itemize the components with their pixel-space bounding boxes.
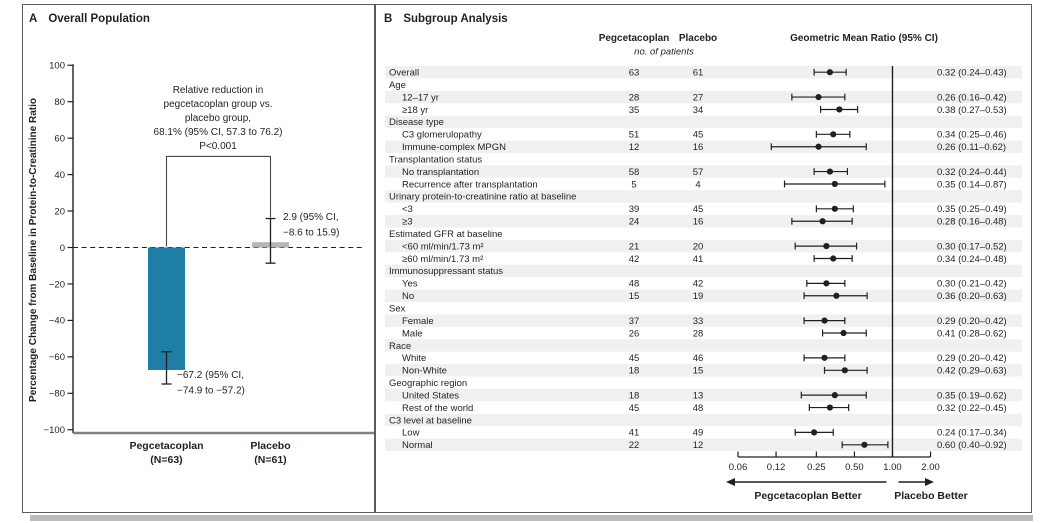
y-tick-label: 0	[59, 242, 65, 254]
pegcetacoplan-n: 22	[628, 440, 640, 452]
placebo-n: 15	[692, 365, 704, 377]
point-estimate	[827, 168, 833, 174]
point-estimate	[830, 131, 836, 137]
ratio-text: 0.30 (0.21–0.42)	[937, 278, 1007, 290]
row-band	[385, 91, 1022, 103]
placebo-n: 42	[692, 278, 704, 290]
x-tick-label: 0.06	[728, 462, 748, 473]
point-estimate	[827, 404, 833, 410]
subgroup-header-label: C3 level at baseline	[389, 415, 472, 427]
placebo-n: 61	[692, 67, 704, 79]
pegcetacoplan-n: 42	[628, 253, 640, 265]
left-arrow-head	[726, 478, 735, 486]
unit-note: no. of patients	[634, 46, 694, 58]
point-estimate	[823, 280, 829, 286]
point-estimate	[821, 355, 827, 361]
point-estimate	[815, 144, 821, 150]
point-estimate	[833, 293, 839, 299]
ratio-text: 0.26 (0.16–0.42)	[937, 92, 1007, 104]
y-tick-label: −40	[48, 315, 65, 327]
pegcetacoplan-n: 39	[628, 204, 640, 216]
subgroup-header-label: Geographic region	[389, 378, 468, 390]
y-axis-title: Percentage Change from Baseline in Protein-to-Creatinine Ratio	[28, 98, 39, 402]
point-estimate	[832, 206, 838, 212]
ratio-text: 0.24 (0.17–0.34)	[937, 427, 1007, 439]
subgroup-row-label: <60 ml/min/1.73 m²	[402, 241, 484, 253]
subgroup-row-label: Non-White	[402, 365, 447, 377]
pegcetacoplan-n: 15	[628, 291, 640, 303]
comparison-bracket	[167, 156, 271, 246]
pegcetacoplan-n: 35	[628, 104, 640, 116]
ratio-text: 0.32 (0.24–0.44)	[937, 166, 1007, 178]
subgroup-forest-plot	[375, 4, 1033, 513]
subgroup-row-label: ≥18 yr	[402, 104, 429, 116]
subgroup-row-label: Rest of the world	[402, 402, 474, 414]
x-tick-label: 0.12	[766, 462, 786, 473]
subgroup-header-label: Transplantation status	[389, 154, 483, 166]
subgroup-row-label: No transplantation	[402, 166, 480, 178]
y-tick-label: −80	[48, 388, 65, 400]
col-header-ratio: Geometric Mean Ratio (95% CI)	[790, 33, 938, 44]
placebo-n: 45	[692, 129, 704, 141]
bar-n-label: (N=61)	[254, 454, 287, 466]
panel-b-title: Subgroup Analysis	[403, 13, 508, 25]
panel-a-letter: A	[29, 13, 38, 25]
subgroup-row-label: Immune-complex MPGN	[402, 142, 506, 154]
bar-category-label: Pegcetacoplan	[129, 440, 204, 452]
panel-divider	[374, 4, 376, 513]
ratio-text: 0.32 (0.24–0.43)	[937, 67, 1007, 79]
point-estimate	[832, 181, 838, 187]
x-tick-label: 1.00	[883, 462, 902, 473]
pegcetacoplan-n: 5	[631, 179, 637, 191]
y-tick-label: 80	[54, 97, 65, 108]
pegcetacoplan-n: 48	[628, 278, 640, 290]
pegcetacoplan-n: 26	[628, 328, 640, 340]
row-band	[385, 215, 1022, 227]
ratio-text: 0.36 (0.20–0.63)	[937, 291, 1007, 303]
placebo-n: 16	[692, 216, 704, 228]
pegcetacoplan-ci-label: −67.2 (95% CI,	[177, 370, 244, 381]
relative-reduction-annotation: 68.1% (95% CI, 57.3 to 76.2)	[153, 127, 283, 138]
row-band	[385, 389, 1022, 401]
col-header-placebo: Placebo	[678, 33, 718, 44]
placebo-n: 41	[692, 253, 704, 265]
placebo-n: 19	[692, 291, 704, 303]
subgroup-row-label: United States	[402, 390, 460, 402]
panel-a-title: Overall Population	[48, 13, 150, 25]
panel-b-letter: B	[384, 13, 393, 25]
ratio-text: 0.29 (0.20–0.42)	[937, 315, 1007, 327]
subgroup-header-label: Disease type	[389, 117, 444, 129]
placebo-n: 16	[692, 142, 704, 154]
point-estimate	[861, 442, 867, 448]
ratio-text: 0.35 (0.19–0.62)	[937, 390, 1007, 402]
placebo-n: 46	[692, 353, 704, 365]
row-band	[385, 439, 1022, 451]
point-estimate	[821, 318, 827, 324]
subgroup-header-label: Estimated GFR at baseline	[389, 228, 503, 240]
placebo-n: 34	[692, 104, 704, 116]
pegcetacoplan-n: 28	[628, 92, 640, 104]
placebo-ci-label: −8.6 to 15.9)	[283, 227, 340, 239]
subgroup-row-label: Low	[402, 427, 420, 439]
subgroup-header-label: Immunosuppressant status	[389, 266, 504, 278]
left-arrow-label: Pegcetacoplan Better	[754, 490, 862, 502]
ratio-text: 0.34 (0.24–0.48)	[937, 253, 1007, 265]
point-estimate	[842, 367, 848, 373]
placebo-n: 57	[692, 166, 704, 178]
ratio-text: 0.35 (0.25–0.49)	[937, 204, 1007, 216]
point-estimate	[811, 429, 817, 435]
pegcetacoplan-n: 58	[628, 166, 640, 178]
pegcetacoplan-n: 18	[628, 365, 640, 377]
point-estimate	[836, 106, 842, 112]
point-estimate	[830, 255, 836, 261]
ratio-text: 0.41 (0.28–0.62)	[937, 328, 1007, 340]
ratio-text: 0.30 (0.17–0.52)	[937, 241, 1007, 253]
subgroup-row-label: Female	[402, 315, 434, 327]
ratio-text: 0.38 (0.27–0.53)	[937, 104, 1007, 116]
placebo-n: 13	[692, 390, 704, 402]
row-band	[385, 314, 1022, 326]
pegcetacoplan-n: 45	[628, 402, 640, 414]
placebo-n: 48	[692, 402, 704, 414]
y-tick-label: −20	[48, 279, 65, 291]
right-arrow-head	[925, 478, 934, 486]
subgroup-row-label: Yes	[402, 278, 418, 290]
subgroup-row-label: C3 glomerulopathy	[402, 129, 482, 141]
row-band	[385, 165, 1022, 177]
y-tick-label: 40	[54, 169, 65, 181]
row-band	[385, 339, 1022, 351]
ratio-text: 0.35 (0.14–0.87)	[937, 179, 1007, 191]
y-tick-label: 20	[54, 206, 65, 218]
ratio-text: 0.29 (0.20–0.42)	[937, 353, 1007, 365]
subgroup-row-label: ≥60 ml/min/1.73 m²	[402, 253, 484, 265]
overall-population-bar-chart	[22, 4, 375, 513]
row-band	[385, 364, 1022, 376]
ratio-text: 0.42 (0.29–0.63)	[937, 365, 1007, 377]
row-band	[385, 116, 1022, 128]
pegcetacoplan-n: 24	[628, 216, 640, 228]
pegcetacoplan-n: 63	[628, 67, 640, 79]
subgroup-row-label: Overall	[389, 67, 420, 79]
subgroup-row-label: Male	[402, 328, 423, 340]
placebo-n: 20	[692, 241, 704, 253]
right-arrow-label: Placebo Better	[894, 490, 968, 502]
placebo-n: 33	[692, 315, 704, 327]
x-tick-label: 0.50	[845, 462, 864, 473]
ratio-text: 0.26 (0.11–0.62)	[937, 142, 1007, 154]
pegcetacoplan-ci-label: −74.9 to −57.2)	[177, 385, 245, 397]
point-estimate	[840, 330, 846, 336]
pegcetacoplan-n: 51	[628, 129, 640, 141]
relative-reduction-annotation: Relative reduction in	[172, 85, 264, 96]
subgroup-header-label: Race	[389, 340, 412, 352]
relative-reduction-annotation: pegcetacoplan group vs.	[163, 99, 273, 110]
subgroup-row-label: ≥3	[402, 216, 413, 228]
subgroup-header-label: Age	[389, 79, 406, 91]
row-band	[385, 290, 1022, 302]
subgroup-row-label: No	[402, 291, 415, 303]
placebo-n: 4	[695, 179, 701, 191]
point-estimate	[823, 243, 829, 249]
placebo-ci-label: 2.9 (95% CI,	[283, 212, 339, 223]
ratio-text: 0.32 (0.22–0.45)	[937, 402, 1007, 414]
x-tick-label: 0.25	[807, 462, 826, 473]
y-tick-label: 100	[49, 60, 65, 72]
point-estimate	[832, 392, 838, 398]
point-estimate	[827, 69, 833, 75]
ratio-text: 0.60 (0.40–0.92)	[937, 440, 1007, 452]
y-tick-label: −100	[43, 425, 65, 437]
pegcetacoplan-n: 18	[628, 390, 640, 402]
point-estimate	[815, 94, 821, 100]
y-tick-label: 60	[54, 133, 65, 145]
row-band	[385, 66, 1022, 78]
figure-shadow	[30, 515, 1033, 521]
row-band	[385, 414, 1022, 426]
subgroup-header-label: Sex	[389, 303, 406, 315]
bar-n-label: (N=63)	[150, 454, 183, 466]
placebo-n: 27	[692, 92, 704, 104]
subgroup-row-label: 12–17 yr	[402, 92, 439, 104]
bar-category-label: Placebo	[250, 440, 291, 452]
placebo-n: 45	[692, 204, 704, 216]
relative-reduction-annotation: placebo group,	[184, 113, 252, 124]
subgroup-row-label: Recurrence after transplantation	[402, 179, 538, 191]
ratio-text: 0.34 (0.25–0.46)	[937, 129, 1007, 141]
pegcetacoplan-n: 21	[628, 241, 640, 253]
point-estimate	[819, 218, 825, 224]
x-tick-label: 2.00	[921, 462, 940, 473]
subgroup-row-label: Normal	[402, 440, 433, 452]
relative-reduction-annotation: P<0.001	[199, 141, 237, 152]
col-header-pegcetacoplan: Pegcetacoplan	[598, 33, 670, 44]
pegcetacoplan-n: 45	[628, 353, 640, 365]
subgroup-header-label: Urinary protein-to-creatinine ratio at baseline	[389, 191, 577, 203]
ratio-text: 0.28 (0.16–0.48)	[937, 216, 1007, 228]
pegcetacoplan-n: 41	[628, 427, 640, 439]
pegcetacoplan-n: 37	[628, 315, 640, 327]
placebo-n: 49	[692, 427, 704, 439]
placebo-n: 28	[692, 328, 704, 340]
subgroup-row-label: <3	[402, 204, 413, 216]
pegcetacoplan-n: 12	[628, 142, 640, 154]
y-tick-label: −60	[48, 352, 65, 364]
placebo-n: 12	[692, 440, 704, 452]
subgroup-row-label: White	[402, 353, 427, 365]
